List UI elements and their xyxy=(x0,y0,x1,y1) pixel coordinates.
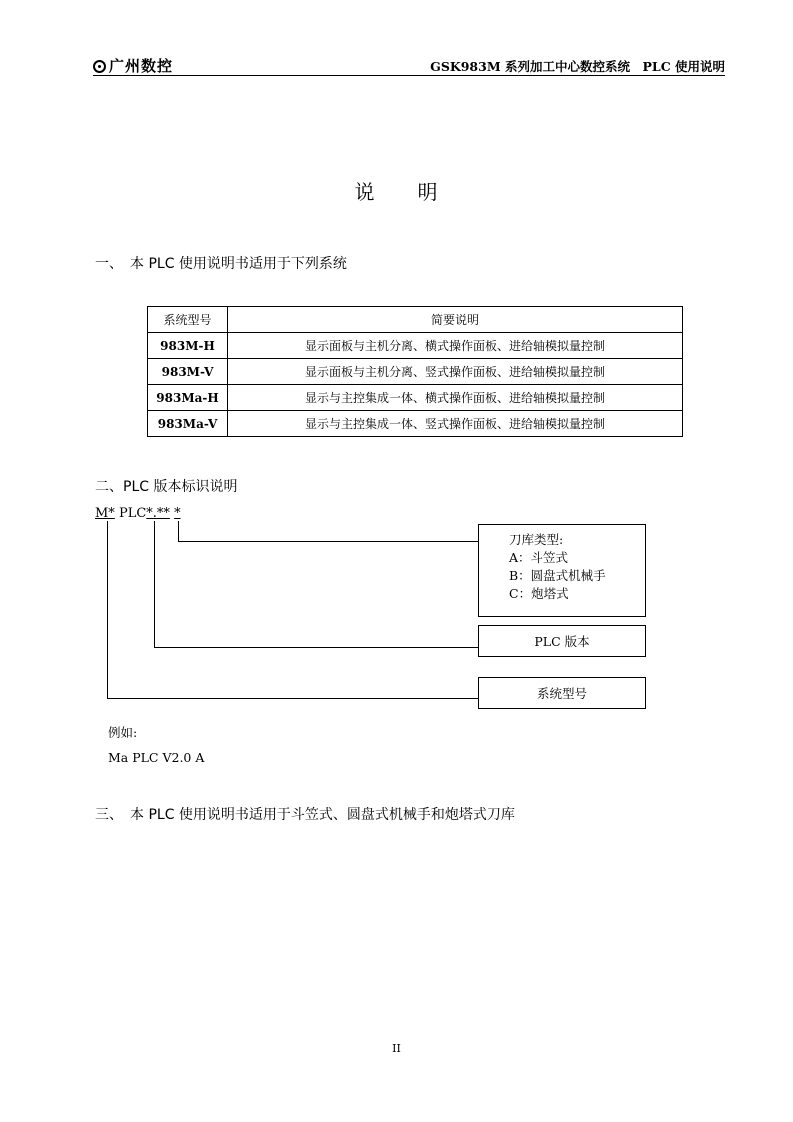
table-cell-model: 983M-H xyxy=(148,333,228,359)
table-row xyxy=(148,333,683,359)
table-cell-desc: 显示面板与主机分离、竖式操作面板、进给轴模拟量控制 xyxy=(228,359,683,385)
table-row xyxy=(148,359,683,385)
page-number: II xyxy=(392,1042,401,1055)
logo-text: 广州数控 xyxy=(109,57,174,75)
example-label: 例如: xyxy=(108,725,138,740)
version-code-magazine: * xyxy=(174,506,181,521)
version-code xyxy=(95,506,181,521)
connector-system-vertical xyxy=(107,521,108,698)
table-header-model: 系统型号 xyxy=(148,307,228,333)
plc-version-box xyxy=(478,625,646,657)
document-title: GSK983M 系列加工中心数控系统 PLC 使用说明 xyxy=(430,59,725,74)
table-header-row xyxy=(148,307,683,333)
connector-magazine-vertical xyxy=(178,521,179,541)
magazine-type-box xyxy=(478,524,646,617)
magazine-type-a: A：斗笠式 xyxy=(509,550,569,565)
section-3-heading: 三、 本 PLC 使用说明书适用于斗笠式、圆盘式机械手和炮塔式刀库 xyxy=(95,807,515,823)
table-header-desc: 简要说明 xyxy=(228,307,683,333)
section-1-heading: 一、 本 PLC 使用说明书适用于下列系统 xyxy=(95,256,347,272)
plc-version-label: PLC 版本 xyxy=(534,634,590,649)
version-code-system: M* xyxy=(95,506,115,521)
system-model-label: 系统型号 xyxy=(536,686,587,701)
table-cell-model: 983M-V xyxy=(148,359,228,385)
page-title: 说 明 xyxy=(354,180,439,204)
table-cell-desc: 显示面板与主机分离、横式操作面板、进给轴模拟量控制 xyxy=(228,333,683,359)
connector-version-vertical xyxy=(154,521,155,647)
header-divider xyxy=(93,75,725,76)
table-cell-model: 983Ma-H xyxy=(148,385,228,411)
magazine-type-title: 刀库类型: xyxy=(509,532,564,547)
company-logo xyxy=(93,59,173,74)
version-code-version: *.** xyxy=(146,506,170,521)
connector-magazine-horizontal xyxy=(178,541,478,542)
table-cell-desc: 显示与主控集成一体、横式操作面板、进给轴模拟量控制 xyxy=(228,385,683,411)
section-2-heading: 二、PLC 版本标识说明 xyxy=(95,479,238,495)
system-table xyxy=(147,306,683,437)
system-model-box xyxy=(478,677,646,709)
table-cell-desc: 显示与主控集成一体、竖式操作面板、进给轴模拟量控制 xyxy=(228,411,683,437)
connector-version-horizontal xyxy=(154,647,478,648)
gsk-logo-icon xyxy=(93,60,106,73)
magazine-type-b: B：圆盘式机械手 xyxy=(509,568,606,583)
table-row xyxy=(148,385,683,411)
table-row xyxy=(148,411,683,437)
connector-system-horizontal xyxy=(107,698,478,699)
example-value: Ma PLC V2.0 A xyxy=(108,750,205,765)
version-code-plc: PLC xyxy=(114,506,147,521)
table-cell-model: 983Ma-V xyxy=(148,411,228,437)
magazine-type-c: C：炮塔式 xyxy=(509,586,569,601)
